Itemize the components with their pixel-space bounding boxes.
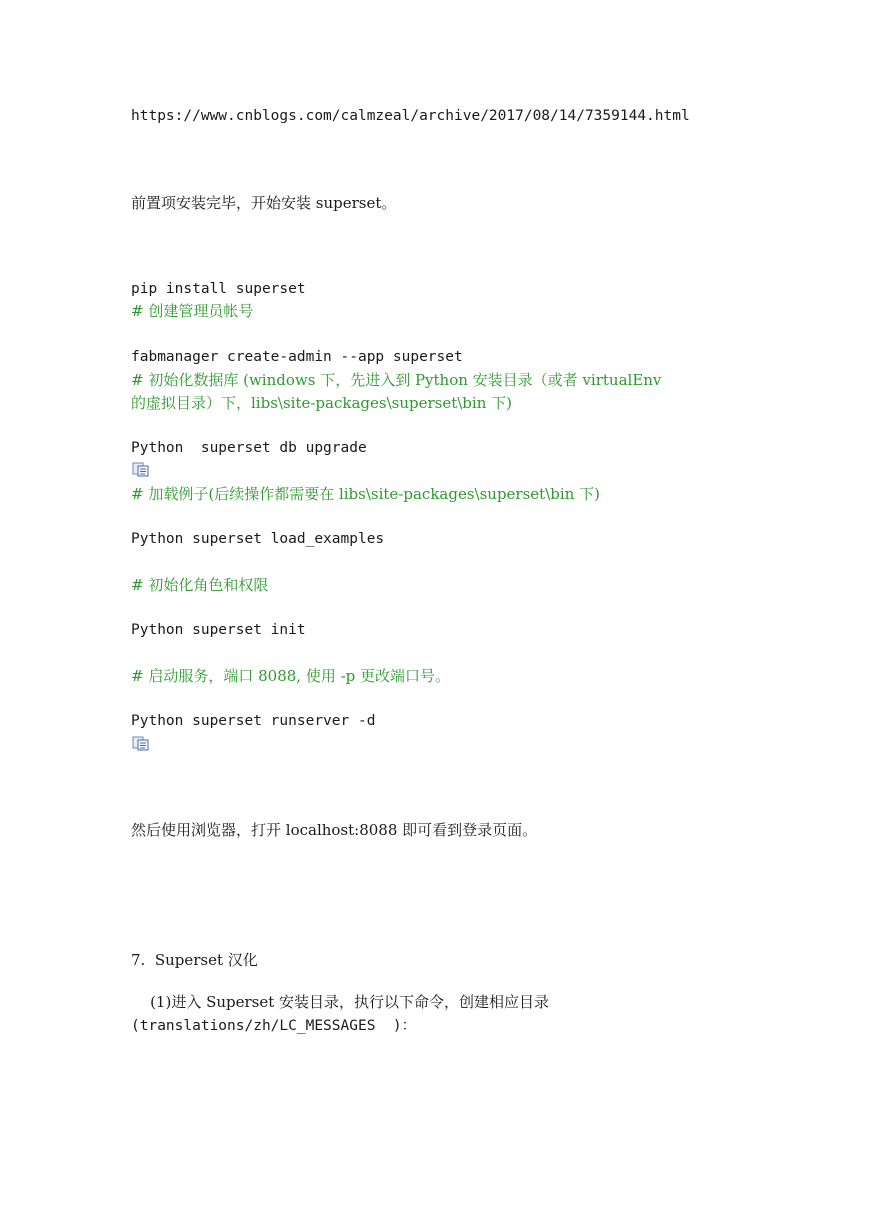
copy-code-icon[interactable] xyxy=(132,736,150,751)
reference-url[interactable]: https://www.cnblogs.com/calmzeal/archive/2017/08/14/7359144.html xyxy=(131,108,690,124)
code-line: Python superset runserver -d xyxy=(131,713,376,729)
code-comment: # 启动服务，端口 8088, 使用 -p 更改端口号。 xyxy=(131,667,451,685)
code-comment: # 创建管理员帐号 xyxy=(131,302,254,320)
code-comment: # 加载例子(后续操作都需要在 libs\site-packages\superset\bin 下) xyxy=(131,485,600,503)
code-line: fabmanager create-admin --app superset xyxy=(131,349,463,365)
intro-paragraph: 前置项安装完毕，开始安装 superset。 xyxy=(131,194,397,212)
step-paragraph: (1)进入 Superset 安装目录，执行以下命令，创建相应目录 xyxy=(131,993,550,1011)
step-paragraph-continuation: (translations/zh/LC_MESSAGES )： xyxy=(131,1018,417,1034)
copy-code-icon[interactable] xyxy=(132,462,150,477)
code-comment: 的虚拟目录）下，libs\site-packages\superset\bin 下) xyxy=(131,394,512,412)
code-line: Python superset db upgrade xyxy=(131,440,367,456)
code-line: pip install superset xyxy=(131,281,306,297)
code-line: Python superset init xyxy=(131,622,306,638)
section-heading: 7. Superset 汉化 xyxy=(131,951,258,969)
code-comment: # 初始化数据库 (windows 下，先进入到 Python 安装目录（或者 virtualEnv xyxy=(131,371,662,389)
after-paragraph: 然后使用浏览器，打开 localhost:8088 即可看到登录页面。 xyxy=(131,821,538,839)
code-line: Python superset load_examples xyxy=(131,531,385,547)
code-comment: # 初始化角色和权限 xyxy=(131,576,269,594)
